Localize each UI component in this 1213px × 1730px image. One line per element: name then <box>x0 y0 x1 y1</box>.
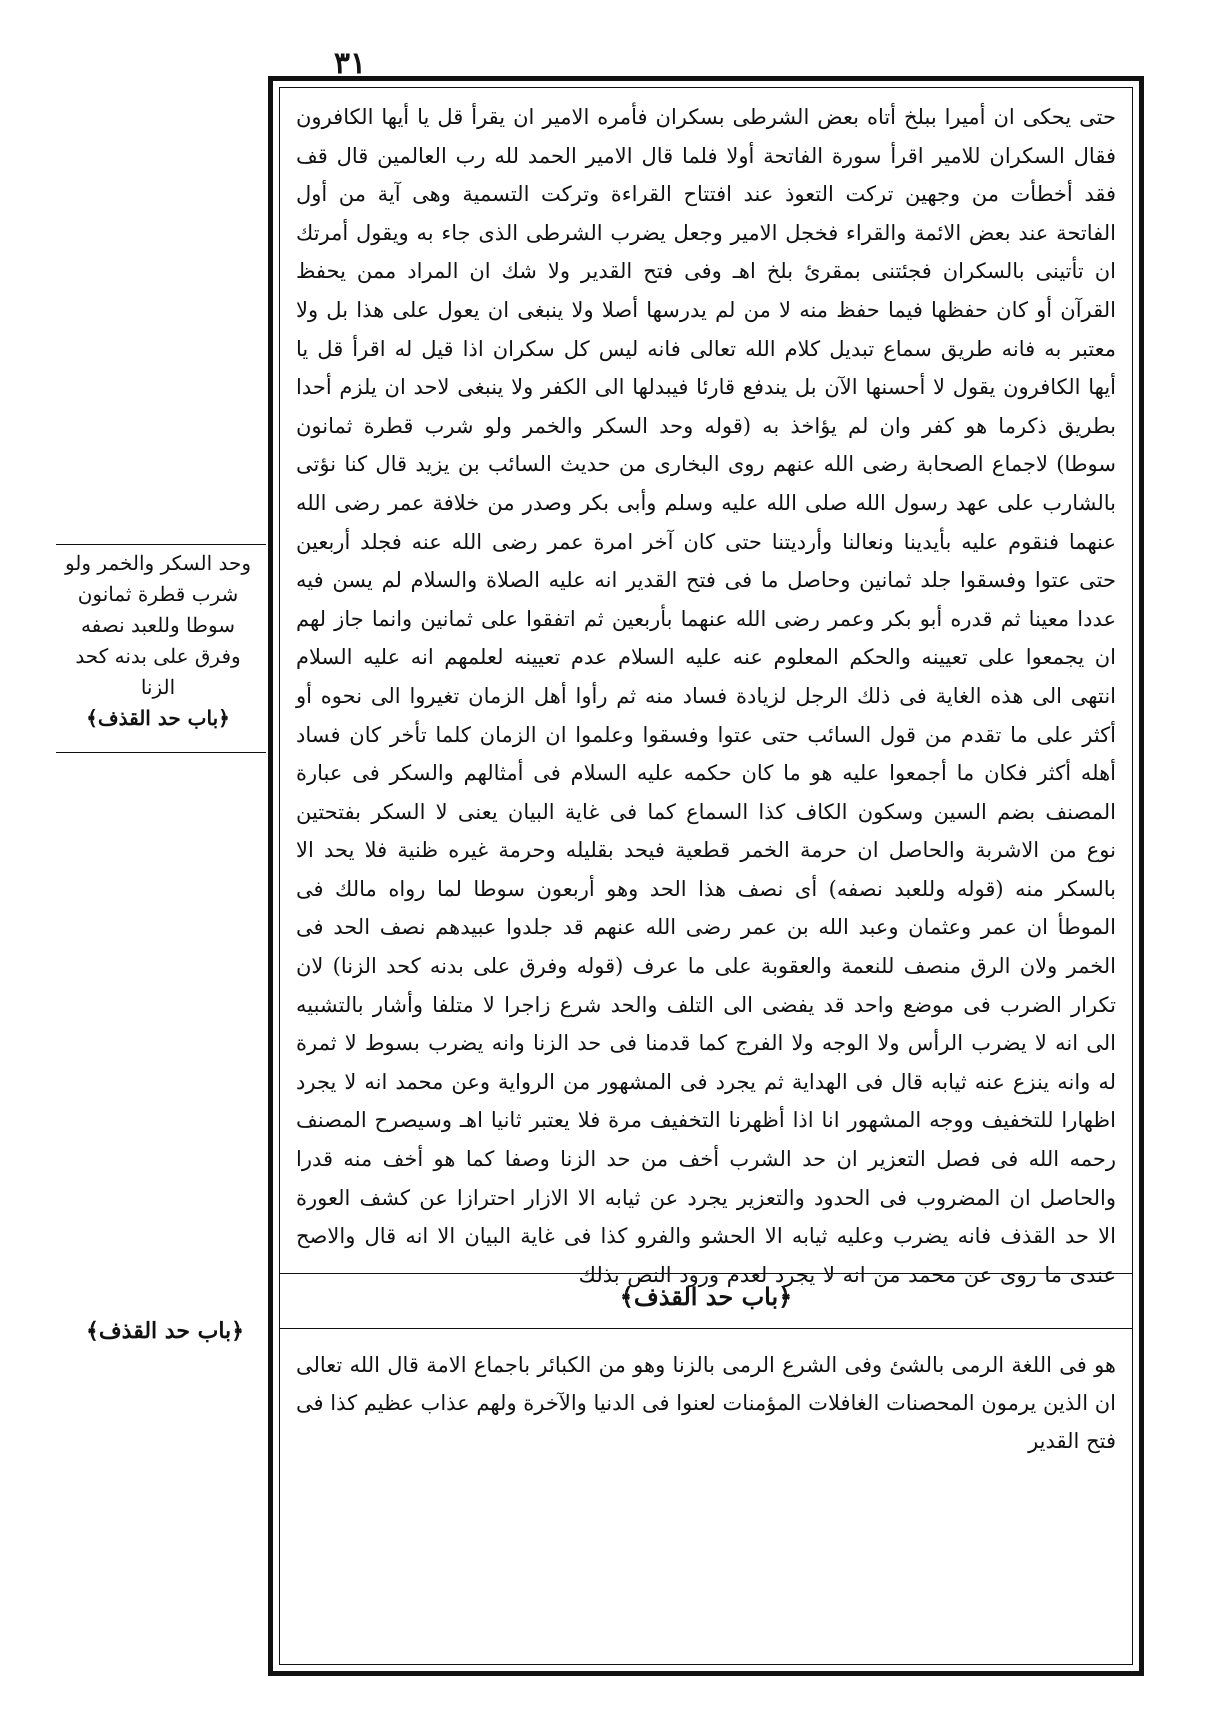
margin-rule-bottom <box>56 752 266 753</box>
margin-rule-top <box>56 544 266 545</box>
section-divider-top <box>280 1273 1132 1274</box>
text-frame-inner <box>279 87 1133 1665</box>
margin-note-text: وحد السكر والخمر ولو شرب قطرة ثمانون سوطا وللعبد نصفه وفرق على بدنه كحد الزنا <box>64 551 252 699</box>
section-intro-text: هو فى اللغة الرمى بالشئ وفى الشرع الرمى بالزنا وهو من الكبائر باجماع الامة قال الله تعالى ان الذين يرمون المحصنات الغافلات المؤمنات لعنوا فى الدنيا والآخرة ولهم عذاب عظيم كذا فى فتح القدير <box>296 1353 1116 1453</box>
page-number: ٣١ <box>333 46 367 81</box>
margin-note <box>58 548 258 734</box>
main-commentary-text: حتى يحكى ان أميرا ببلخ أتاه بعض الشرطى بسكران فأمره الامير ان يقرأ قل يا أيها الكافرون فقال السكران للامير اقرأ سورة الفاتحة أولا فلما قال الامير الحمد لله رب العالمين قال قف فقد أخطأت من وجهين تركت التعوذ عند افتتاح القراءة وتركت التسمية وهى آية من أول الفاتحة عند بعض الائمة والقراء فخجل الامير وجعل يضرب الشرطى الذى جاء به ويقول أمرتك ان تأتينى بالسكران فجئتنى بمقرئ بلخ اهـ وفى فتح القدير ولا شك ان المراد ممن يحفظ القرآن أو كان حفظها فيما حفظ منه لا من لم يدرسها أصلا ولا ينبغى ان يعول على هذا بل ولا معتبر به فانه طريق سماع تبديل كلام الله تعالى فانه ليس كل سكران اذا قيل له اقرأ قل يا أيها الكافرون يقول لا أحسنها الآن بل يندفع قارئا فيبدلها الى الكفر ولا ينبغى لاحد ان يلزم أحدا بطريق ذكرما هو كفر وان لم يؤاخذ به (قوله وحد السكر والخمر ولو شرب قطرة ثمانون سوطا) لاجماع الصحابة رضى الله عنهم روى البخارى من حديث السائب بن يزيد قال كنا نؤتى بالشارب على عهد رسول الله صلى الله عليه وسلم وأبى بكر وصدر من خلافة عمر رضى الله عنهما فنقوم عليه بأيدينا ونعالنا وأرديتنا حتى كان آخر امرة عمر رضى الله عنه فجلد أربعين حتى عتوا وفسقوا جلد ثمانين وحاصل ما فى فتح القدير انه عليه الصلاة والسلام لم يسن فيه عددا معينا ثم قدره أبو بكر وعمر رضى الله عنهما بأربعين ثم اتفقوا على ثمانين وانما جاز لهم ان يجمعوا على تعيينه والحكم المعلوم عنه عليه السلام عدم تعيينه لعلمهم انه عليه السلام انتهى الى هذه الغاية فى ذلك الرجل لزيادة فساد منه ثم رأوا أهل الزمان تغيروا الى نحوه أو أكثر على ما تقدم من قول السائب حتى عتوا وفسقوا وعلموا ان الزمان كلما تأخر كان فساد أهله أكثر فكان ما أجمعوا عليه هو ما كان حكمه عليه السلام فى أمثالهم والسكر فى عبارة المصنف بضم السين وسكون الكاف كذا السماع كما فى غاية البيان يعنى لا السكر بفتحتين نوع من الاشربة والحاصل ان حرمة الخمر قطعية فيحد بقليله وحرمة غيره ظنية فلا يحد الا بالسكر منه (قوله وللعبد نصفه) أى نصف هذا الحد وهو أربعون سوطا لما رواه مالك فى الموطأ ان عمر وعثمان وعبد الله بن عمر رضى الله عنهم قد جلدوا عبيدهم نصف الحد فى الخمر ولان الرق منصف للنعمة والعقوبة على ما عرف (قوله وفرق على بدنه كحد الزنا) لان تكرار الضرب فى موضع واحد قد يفضى الى التلف والحد شرع زاجرا لا متلفا وأشار بالتشبيه الى انه لا يضرب الرأس ولا الوجه ولا الفرج كما قدمنا فى حد الزنا وانه يضرب بسوط لا ثمرة له وانه ينزع عنه ثيابه قال فى الهداية ثم يجرد فى المشهور من الرواية وعن محمد انه لا يجرد اظهارا للتخفيف ووجه المشهور انا اذا أظهرنا التخفيف مرة فلا يعتبر ثانيا اهـ وسيصرح المصنف رحمه الله فى فصل التعزير ان حد الشرب أخف من حد الزنا وصفا كما هو أخف منه قدرا والحاصل ان المضروب فى الحدود والتعزير يجرد عن ثيابه الا الازار احترازا عن كشف العورة الا حد القذف فانه يضرب وعليه ثيابه الا الحشو والفرو كذا فى غاية البيان الا انه قال والاصح عندى ما روى عن محمد من انه لا يجرد لعدم ورود النص بذلك <box>296 105 1116 1287</box>
section-heading: ﴿باب حد القذف﴾ <box>619 1282 793 1311</box>
margin-section-title: ﴿باب حد القذف﴾ <box>85 1318 245 1344</box>
text-frame <box>268 76 1144 1676</box>
section-divider-bottom <box>280 1328 1132 1329</box>
margin-note-title: ﴿باب حد القذف﴾ <box>86 706 230 730</box>
